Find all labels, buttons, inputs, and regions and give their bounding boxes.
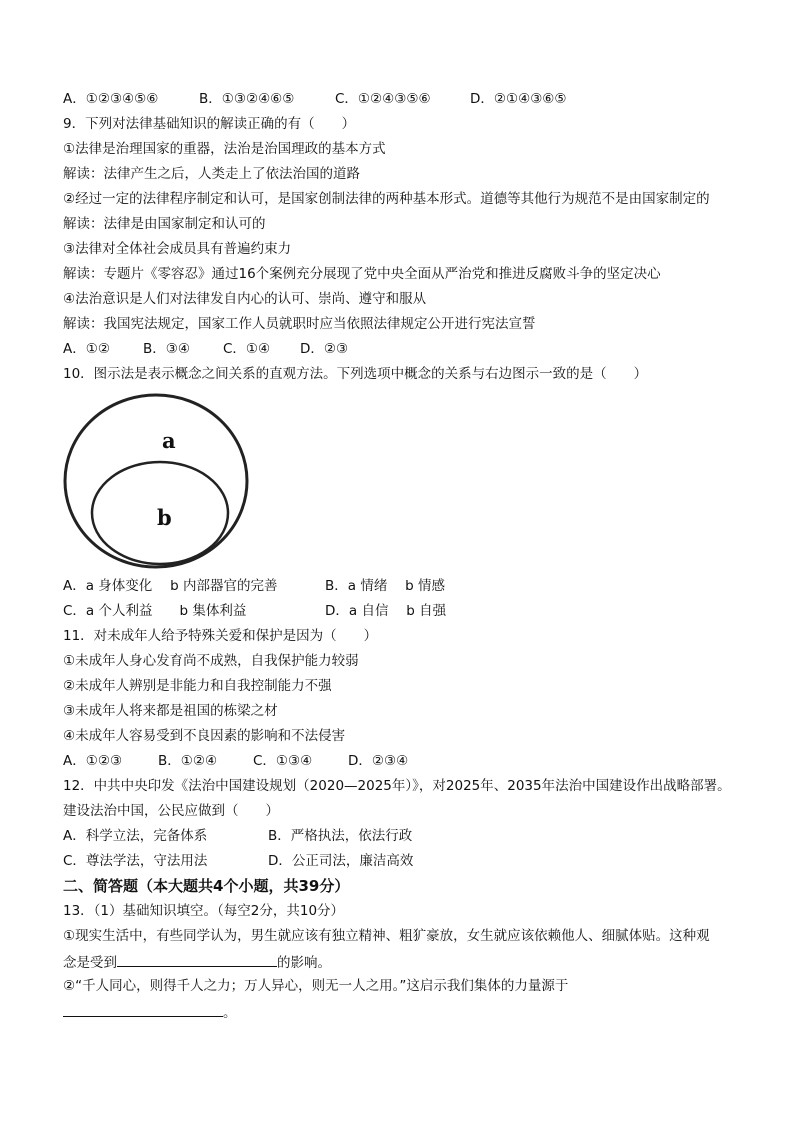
q9-option-a: A．①② [63,341,110,357]
venn-diagram [62,392,250,570]
q13-item-1: ①现实生活中，有些同学认为，男生就应该有独立精神、粗犷豪放，女生就应该依赖他人、细腻体贴。这种观 [63,928,710,944]
q9-option-d: D．②③ [300,341,349,357]
q12-option-a: A．科学立法，完备体系 [63,828,208,844]
q11-option-a: A．①②③ [63,753,123,769]
q12-stem-continued: 建设法治中国，公民应做到（ ） [63,803,279,819]
q12-option-b: B．严格执法，依法行政 [268,828,413,844]
q13-item-1-prefix: 念是受到 [63,955,117,971]
q12-option-c: C．尊法学法，守法用法 [63,853,208,869]
q13-item-1-continued [63,951,331,973]
q9-statement-1: ①法律是治理国家的重器，法治是治国理政的基本方式 [63,141,386,157]
q13-item-2-end: 。 [223,1005,237,1021]
q10-option-a: A．a 身体变化 b 内部器官的完善 [63,578,278,594]
q9-stem: 9．下列对法律基础知识的解读正确的有（ ） [63,116,356,132]
q9-option-b: B．③④ [143,341,190,357]
q9-statement-4: ④法治意识是人们对法律发自内心的认可、崇尚、遵守和服从 [63,291,427,307]
label-a: a [162,428,176,453]
q13-stem: 13．（1）基础知识填空。（每空2分，共10分） [63,903,345,919]
q11-statement-3: ③未成年人将来都是祖国的栋梁之材 [63,703,278,719]
q11-option-c: C．①③④ [253,753,313,769]
section-heading: 二、简答题（本大题共4个小题，共39分） [63,877,350,895]
q8-option-d: D．②①④③⑥⑤ [470,91,567,107]
q12-option-d: D．公正司法，廉洁高效 [268,853,414,869]
outer-circle-a [65,395,247,567]
q13-item-2-answer-line [63,1001,237,1023]
q13-item-1-suffix: 的影响。 [277,955,331,971]
q9-statement-2: ②经过一定的法律程序制定和认可，是国家创制法律的两种基本形式。道德等其他行为规范不是由国家制定的 [63,191,710,207]
q9-interpretation-1: 解读：法律产生之后，人类走上了依法治国的道路 [63,166,360,182]
q9-option-c: C．①④ [223,341,271,357]
q13-item-2: ②“千人同心，则得千人之力；万人异心，则无一人之用。”这启示我们集体的力量源于 [63,978,569,994]
q11-statement-2: ②未成年人辨别是非能力和自我控制能力不强 [63,678,332,694]
q8-option-a: A．①②③④⑤⑥ [63,91,159,107]
q11-statement-1: ①未成年人身心发育尚不成熟，自我保护能力较弱 [63,653,359,669]
q10-stem: 10．图示法是表示概念之间关系的直观方法。下列选项中概念的关系与右边图示一致的是（ ） [63,366,648,382]
q10-option-c: C．a 个人利益 b 集体利益 [63,603,247,619]
q12-stem: 12．中共中央印发《法治中国建设规划（2020—2025年）》，对2025年、2035年法治中国建设作出战略部署。 [63,778,731,794]
q11-option-d: D．②③④ [348,753,409,769]
q10-option-b: B．a 情绪 b 情感 [325,578,445,594]
q8-option-b: B．①③②④⑥⑤ [199,91,295,107]
label-b: b [157,505,172,530]
answer-blank-2[interactable] [63,1001,223,1017]
q8-option-c: C．①②④③⑤⑥ [335,91,431,107]
q11-option-b: B．①②④ [158,753,218,769]
q9-interpretation-3: 解读：专题片《零容忍》通过16个案例充分展现了党中央全面从严治党和推进反腐败斗争的坚定决心 [63,266,661,282]
answer-blank-1[interactable] [117,951,277,967]
q9-statement-3: ③法律对全体社会成员具有普遍约束力 [63,241,292,257]
q11-statement-4: ④未成年人容易受到不良因素的影响和不法侵害 [63,728,346,744]
q10-option-d: D．a 自信 b 自强 [325,603,447,619]
q9-interpretation-4: 解读：我国宪法规定，国家工作人员就职时应当依照法律规定公开进行宪法宣誓 [63,316,536,332]
q9-interpretation-2: 解读：法律是由国家制定和认可的 [63,216,266,232]
q11-stem: 11．对未成年人给予特殊关爱和保护是因为（ ） [63,628,378,644]
